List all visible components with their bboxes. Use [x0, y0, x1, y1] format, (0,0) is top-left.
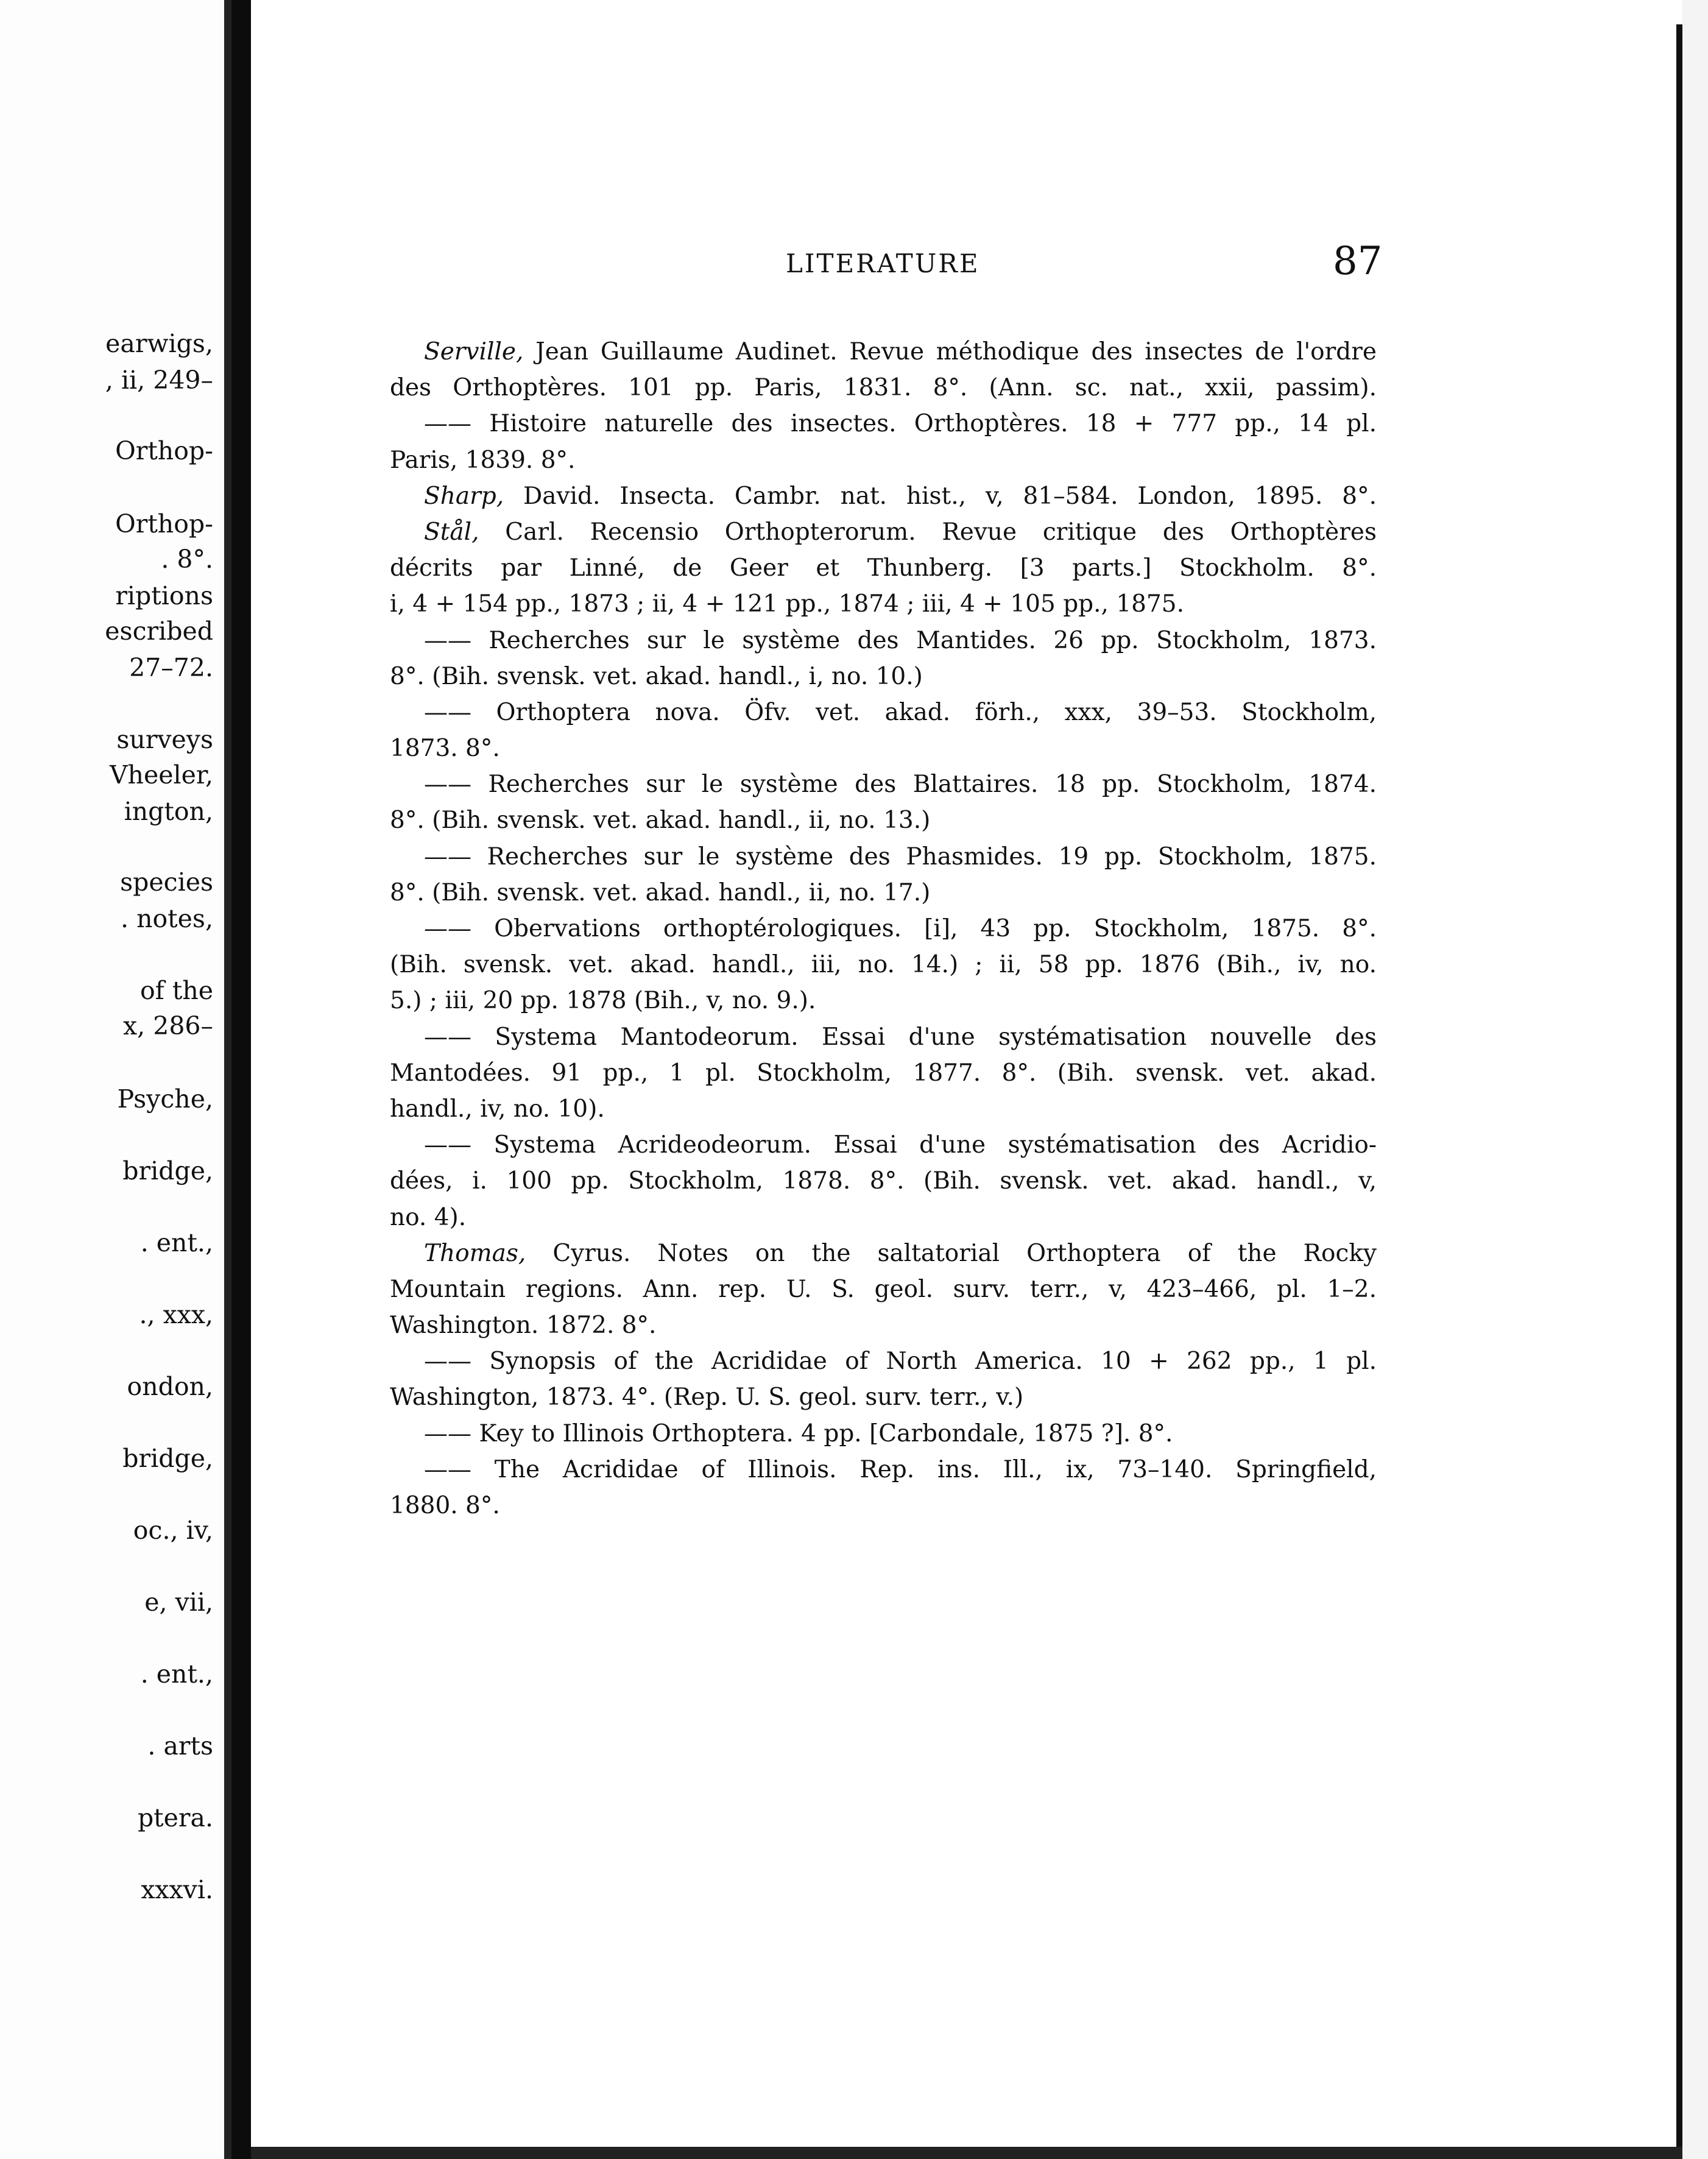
- previous-page-fragment: Vheeler,: [109, 760, 213, 790]
- bibliography-line: —— The Acrididae of Illinois. Rep. ins. Ill., ix, 73–140. Springfield,: [424, 1455, 1377, 1483]
- previous-page-fragment: bridge,: [122, 1156, 213, 1186]
- previous-page-fragment: . arts: [147, 1731, 213, 1761]
- bibliography-line: des Orthoptères. 101 pp. Paris, 1831. 8°. (Ann. sc. nat., xxii, passim).: [390, 374, 1377, 402]
- previous-page-fragment: . ent.,: [140, 1659, 213, 1689]
- entry-text: Jean Guillaume Audinet. Revue méthodique des insectes de l'ordre: [523, 338, 1377, 366]
- previous-page-fragment: xxxvi.: [141, 1875, 213, 1904]
- previous-page-fragment: ington,: [124, 797, 213, 826]
- previous-page-fragment: earwigs,: [105, 329, 213, 358]
- bibliography-line: dées, i. 100 pp. Stockholm, 1878. 8°. (Bih. svensk. vet. akad. handl., v,: [390, 1167, 1377, 1195]
- bibliography-line: —— Histoire naturelle des insectes. Orthoptères. 18 + 777 pp., 14 pl.: [424, 410, 1377, 438]
- bibliography-line: —— Obervations orthoptérologiques. [i], 43 pp. Stockholm, 1875. 8°.: [424, 915, 1377, 942]
- bibliography-list: [390, 334, 1377, 1524]
- bibliography-line: 8°. (Bih. svensk. vet. akad. handl., i, no. 10.): [390, 662, 923, 690]
- bibliography-line: Washington, 1873. 4°. (Rep. U. S. geol. surv. terr., v.): [390, 1383, 1024, 1412]
- bibliography-line: 1873. 8°.: [390, 735, 500, 763]
- previous-page-fragment: e, vii,: [144, 1588, 213, 1617]
- previous-page-fragment: ptera.: [137, 1803, 213, 1832]
- author-name: Sharp,: [424, 482, 504, 510]
- entry-text: Carl. Recensio Orthopterorum. Revue critique des Orthoptères: [479, 518, 1377, 546]
- previous-page-fragment: . ent.,: [140, 1228, 213, 1257]
- running-head: LITERATURE: [786, 249, 980, 278]
- entry-text: Cyrus. Notes on the saltatorial Orthoptera of the Rocky: [526, 1239, 1377, 1267]
- bibliography-line: [390, 478, 1377, 514]
- previous-page-fragment: Psyche,: [117, 1084, 213, 1114]
- previous-page-fragment: . notes,: [121, 904, 213, 933]
- bibliography-line: Washington. 1872. 8°.: [390, 1312, 657, 1340]
- previous-page-fragment: species: [120, 867, 213, 897]
- author-name: Serville,: [424, 338, 524, 366]
- bibliography-line: 8°. (Bih. svensk. vet. akad. handl., ii, no. 17.): [390, 878, 931, 906]
- author-name: Thomas,: [424, 1239, 526, 1267]
- bibliography-line: Paris, 1839. 8°.: [390, 446, 576, 474]
- bibliography-line: décrits par Linné, de Geer et Thunberg. [3 parts.] Stockholm. 8°.: [390, 554, 1377, 582]
- bibliography-line: —— Recherches sur le système des Mantides. 26 pp. Stockholm, 1873.: [424, 626, 1377, 654]
- previous-page-fragment: bridge,: [122, 1444, 213, 1473]
- book-gutter: [231, 0, 251, 2159]
- bibliography-line: handl., iv, no. 10).: [390, 1095, 605, 1123]
- bibliography-line: [390, 334, 1377, 370]
- previous-page-fragment: escribed: [105, 617, 213, 646]
- previous-page-margin: [0, 0, 224, 2159]
- previous-page-fragment: ., xxx,: [139, 1300, 213, 1329]
- bibliography-line: 5.) ; iii, 20 pp. 1878 (Bih., v, no. 9.).: [390, 987, 816, 1015]
- previous-page-fragment: Orthop-: [115, 436, 213, 465]
- bibliography-line: —— Recherches sur le système des Phasmides. 19 pp. Stockholm, 1875.: [424, 843, 1377, 871]
- bibliography-line: Mantodées. 91 pp., 1 pl. Stockholm, 1877. 8°. (Bih. svensk. vet. akad.: [390, 1059, 1377, 1087]
- bibliography-line: —— Recherches sur le système des Blattaires. 18 pp. Stockholm, 1874.: [424, 771, 1377, 799]
- bibliography-line: —— Systema Acrideodeorum. Essai d'une systématisation des Acridio-: [424, 1131, 1377, 1159]
- bibliography-line: i, 4 + 154 pp., 1873 ; ii, 4 + 121 pp., 1874 ; iii, 4 + 105 pp., 1875.: [390, 590, 1184, 618]
- bibliography-line: Mountain regions. Ann. rep. U. S. geol. surv. terr., v, 423–466, pl. 1–2.: [390, 1275, 1377, 1303]
- previous-page-fragment: Orthop-: [115, 509, 213, 539]
- previous-page-fragment: 27–72.: [129, 653, 213, 682]
- previous-page-fragment: riptions: [115, 581, 213, 610]
- page-number: 87: [1333, 239, 1383, 284]
- page-edge-shadow: [1676, 24, 1682, 2157]
- page-edge-shadow: [224, 0, 231, 2159]
- bibliography-line: —— Key to Illinois Orthoptera. 4 pp. [Carbondale, 1875 ?]. 8°.: [424, 1419, 1173, 1447]
- previous-page-fragment: x, 286–: [123, 1011, 213, 1041]
- bibliography-line: 8°. (Bih. svensk. vet. akad. handl., ii, no. 13.): [390, 807, 931, 835]
- page-edge-shadow: [251, 2147, 1682, 2159]
- bibliography-line: —— Synopsis of the Acrididae of North America. 10 + 262 pp., 1 pl.: [424, 1348, 1377, 1376]
- bibliography-line: [390, 514, 1377, 550]
- scan-background: [1682, 0, 1708, 2159]
- bibliography-line: [390, 1235, 1377, 1271]
- previous-page-fragment: oc., iv,: [133, 1516, 213, 1545]
- previous-page-fragment: ondon,: [127, 1372, 213, 1401]
- author-name: Stål,: [424, 518, 479, 546]
- previous-page-fragment: , ii, 249–: [105, 366, 213, 395]
- entry-text: David. Insecta. Cambr. nat. hist., v, 81–584. London, 1895. 8°.: [504, 482, 1377, 510]
- previous-page-fragment: of the: [139, 976, 213, 1005]
- previous-page-fragment: surveys: [116, 725, 213, 754]
- bibliography-line: no. 4).: [390, 1203, 467, 1231]
- bibliography-line: 1880. 8°.: [390, 1492, 500, 1519]
- bibliography-line: (Bih. svensk. vet. akad. handl., iii, no. 14.) ; ii, 58 pp. 1876 (Bih., iv, no.: [390, 951, 1377, 979]
- previous-page-fragment: . 8°.: [161, 545, 213, 574]
- bibliography-line: —— Orthoptera nova. Öfv. vet. akad. förh., xxx, 39–53. Stockholm,: [424, 698, 1377, 726]
- bibliography-line: —— Systema Mantodeorum. Essai d'une systématisation nouvelle des: [424, 1023, 1377, 1051]
